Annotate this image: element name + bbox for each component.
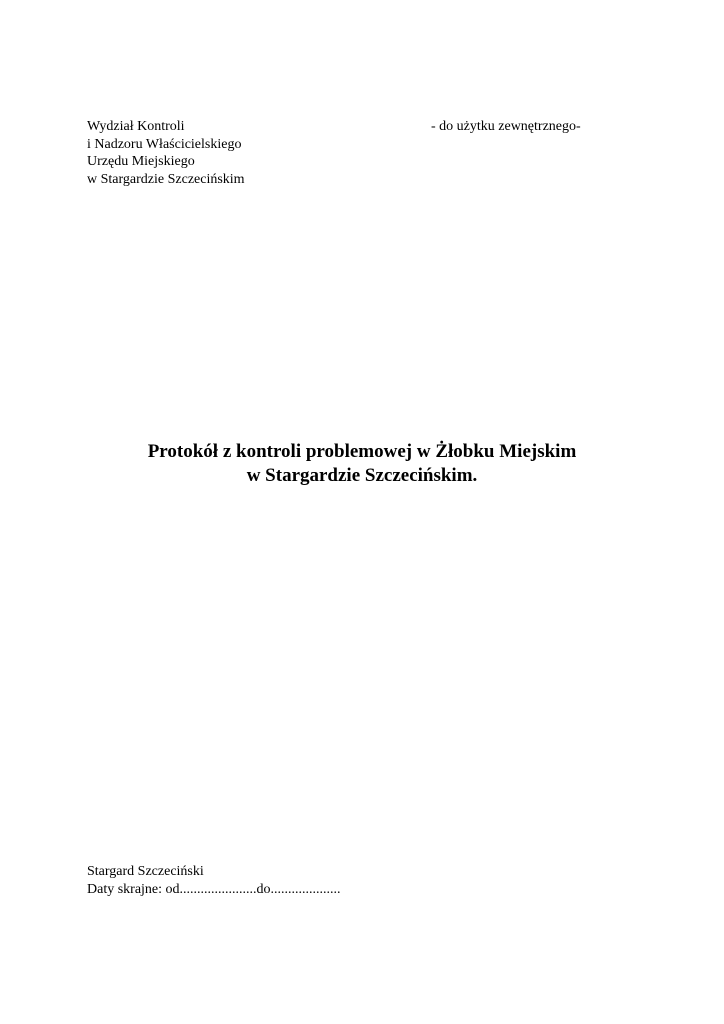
title-line-1: Protokół z kontroli problemowej w Żłobku Miejskim [147,441,577,462]
document-title [0,440,724,488]
department-line: Urzędu Miejskiego [87,154,195,169]
footer-place: Stargard Szczeciński [87,864,204,879]
department-line: Wydział Kontroli [87,119,185,134]
usage-note: - do użytku zewnętrznego- [431,119,581,134]
department-line: w Stargardzie Szczecińskim [87,171,245,187]
department-line: i Nadzoru Właścicielskiego [87,136,242,152]
document-footer [87,863,341,899]
department-header [87,118,245,188]
title-line-2: w Stargardzie Szczecińskim. [246,465,478,486]
footer-dates: Daty skrajne: od......................do.................... [87,882,341,897]
